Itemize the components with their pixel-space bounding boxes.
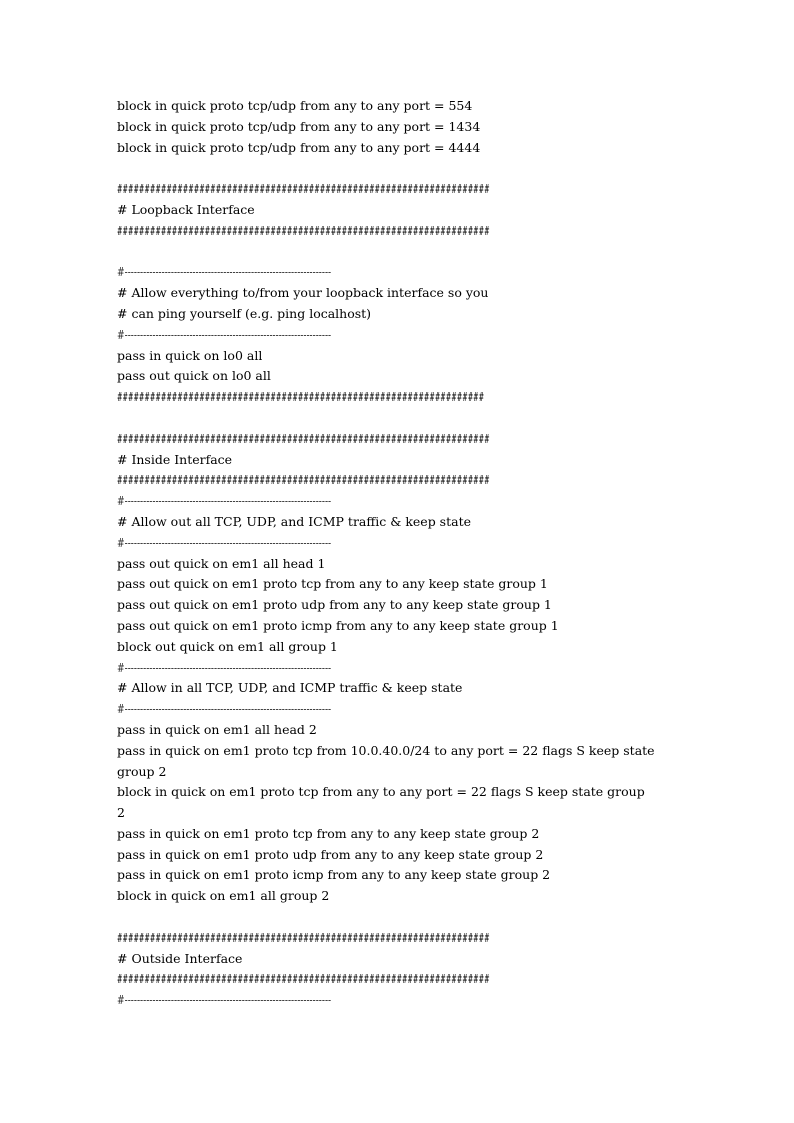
rule-line: block in quick proto tcp/udp from any to any port = 1434 xyxy=(117,118,481,134)
comment-line: # Inside Interface xyxy=(117,451,233,467)
hash-rule-line: #################################################################### xyxy=(117,223,490,238)
rule-line: pass out quick on lo0 all xyxy=(117,368,271,384)
comment-line: # Allow in all TCP, UDP, and ICMP traffic & keep state xyxy=(117,680,463,696)
comment-line: # Allow everything to/from your loopback interface so you xyxy=(117,285,489,301)
comment-line: # Allow out all TCP, UDP, and ICMP traffic & keep state xyxy=(117,513,471,529)
dash-rule-line: #------------------------------------------------------------------- xyxy=(117,494,332,509)
dash-rule-line: #------------------------------------------------------------------- xyxy=(117,535,332,550)
dash-rule-line: #------------------------------------------------------------------- xyxy=(117,265,332,280)
dash-rule-line: #------------------------------------------------------------------- xyxy=(117,702,332,717)
hash-rule-line: #################################################################### xyxy=(117,930,490,945)
dash-rule-line: #------------------------------------------------------------------- xyxy=(117,993,332,1008)
comment-line: # Loopback Interface xyxy=(117,201,255,217)
rule-line: 2 xyxy=(117,805,125,821)
rule-line: pass out quick on em1 proto tcp from any to any keep state group 1 xyxy=(117,576,548,592)
rule-line: pass out quick on em1 proto icmp from any to any keep state group 1 xyxy=(117,617,559,633)
rule-line: pass in quick on em1 proto tcp from 10.0.40.0/24 to any port = 22 flags S keep state xyxy=(117,742,655,758)
hash-rule-line: ################################################################### xyxy=(117,390,485,405)
hash-rule-line: #################################################################### xyxy=(117,182,490,197)
rule-line: block in quick proto tcp/udp from any to any port = 4444 xyxy=(117,139,481,155)
blank-line xyxy=(117,158,717,179)
rule-line: block out quick on em1 all group 1 xyxy=(117,638,338,654)
hash-rule-line: #################################################################### xyxy=(117,972,490,987)
rule-line: pass in quick on em1 proto icmp from any to any keep state group 2 xyxy=(117,867,551,883)
document-page xyxy=(117,96,717,1011)
rule-line: pass in quick on em1 proto udp from any to any keep state group 2 xyxy=(117,846,544,862)
rule-line: block in quick on em1 proto tcp from any to any port = 22 flags S keep state group xyxy=(117,784,645,800)
blank-line xyxy=(117,907,717,928)
rule-line: pass out quick on em1 proto udp from any to any keep state group 1 xyxy=(117,597,552,613)
hash-rule-line: #################################################################### xyxy=(117,473,490,488)
blank-line xyxy=(117,408,717,429)
dash-rule-line: #------------------------------------------------------------------- xyxy=(117,327,332,342)
rule-line: block in quick on em1 all group 2 xyxy=(117,888,330,904)
rule-line: pass in quick on lo0 all xyxy=(117,347,263,363)
comment-line: # can ping yourself (e.g. ping localhost) xyxy=(117,305,372,321)
rule-line: block in quick proto tcp/udp from any to any port = 554 xyxy=(117,98,473,113)
rule-line: pass in quick on em1 proto tcp from any to any keep state group 2 xyxy=(117,825,540,841)
blank-line xyxy=(117,242,717,263)
rule-line: pass in quick on em1 all head 2 xyxy=(117,721,317,737)
rule-line: pass out quick on em1 all head 1 xyxy=(117,555,326,571)
rule-line: group 2 xyxy=(117,763,167,779)
dash-rule-line: #------------------------------------------------------------------- xyxy=(117,660,332,675)
comment-line: # Outside Interface xyxy=(117,950,243,966)
hash-rule-line: #################################################################### xyxy=(117,431,490,446)
